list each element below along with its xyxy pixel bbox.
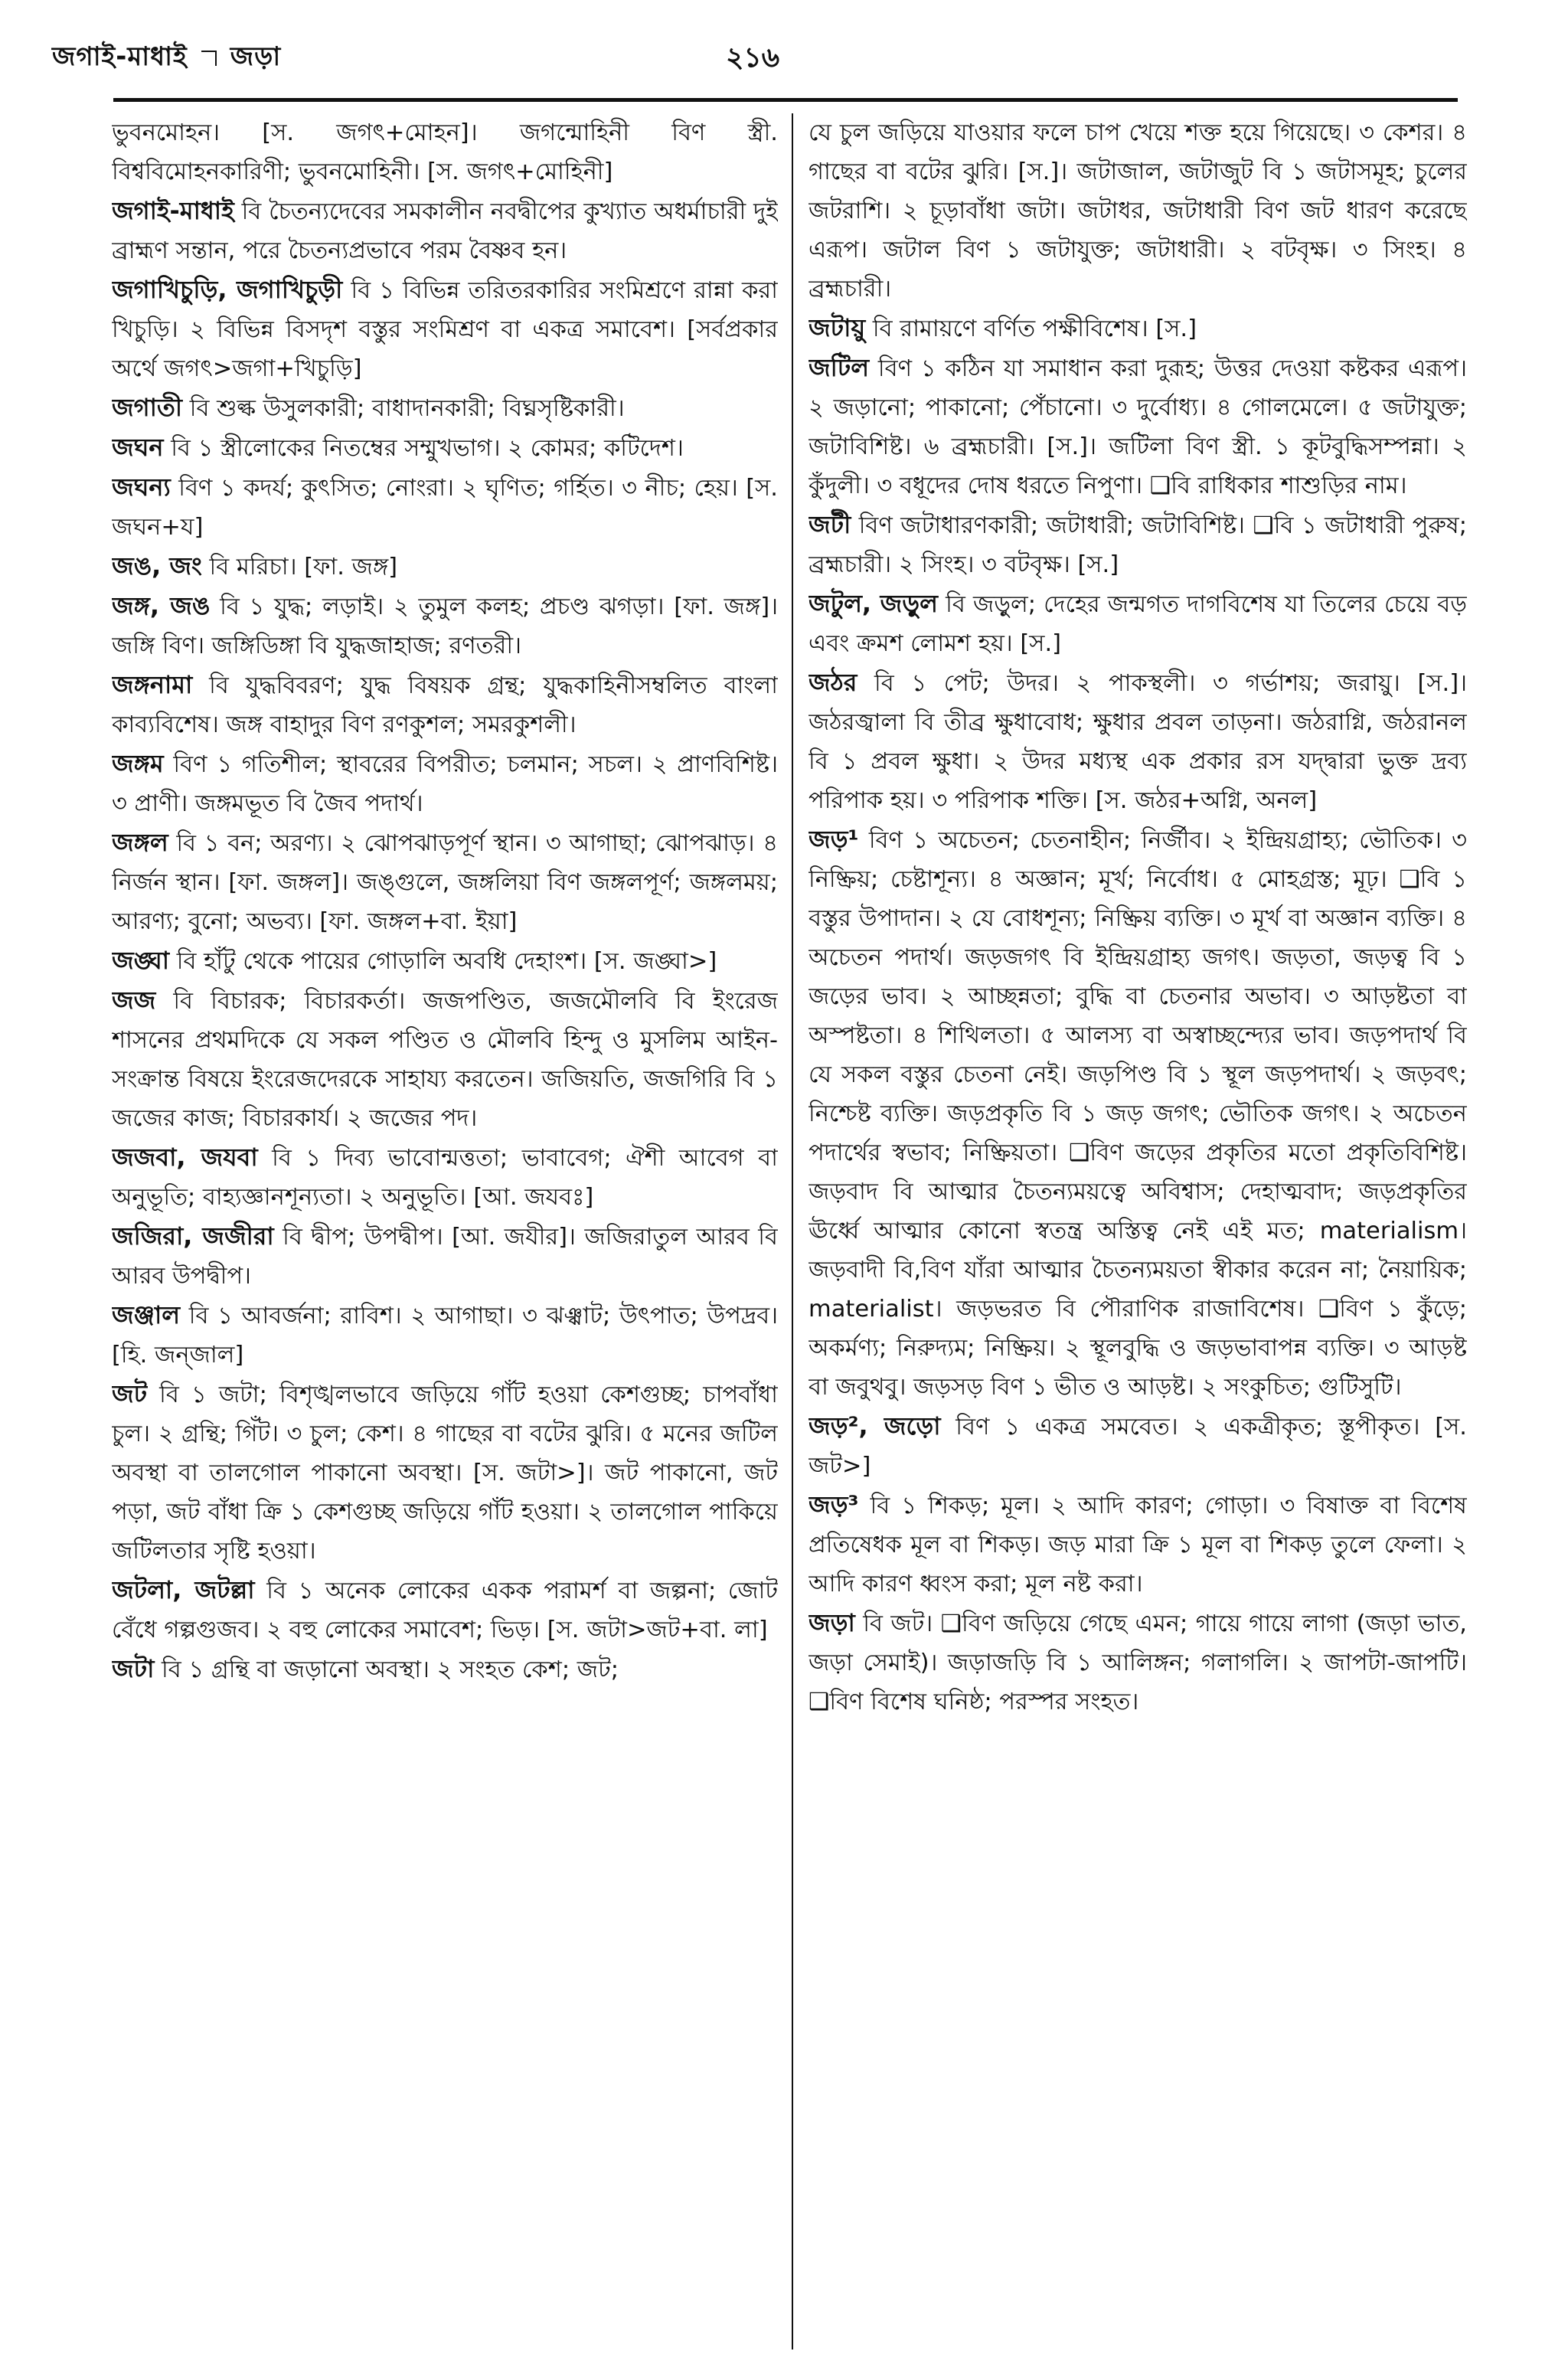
entry-definition: বি ১ অনেক লোকের একক পরামর্শ বা জল্পনা; জোট বেঁধে গল্পগুজব। ২ বহু লোকের সমাবেশ; ভিড়। [স. জটা>জট+বা. লা] bbox=[112, 1578, 778, 1643]
entry-headword: জঙ্গ, জঙ bbox=[112, 591, 211, 620]
entry-headword: জটায়ু bbox=[808, 313, 866, 342]
dictionary-entry bbox=[112, 547, 778, 587]
entry-definition: বি ১ স্ত্রীলোকের নিতম্বের সম্মুখভাগ। ২ কোমর; কটিদেশ। bbox=[163, 435, 684, 462]
dictionary-entry bbox=[112, 1138, 778, 1217]
dictionary-entry bbox=[808, 663, 1467, 820]
page-number: ২১৬ bbox=[726, 42, 780, 74]
entry-headword: জঙ্গম bbox=[112, 749, 164, 778]
entry-headword: জঙ, জং bbox=[112, 551, 202, 580]
guide-word-last: জড়া bbox=[230, 41, 282, 72]
entry-definition: বি যুদ্ধবিবরণ; যুদ্ধ বিষয়ক গ্রন্থ; যুদ্ধকাহিনীসম্বলিত বাংলা কাব্যবিশেষ। জঙ্গ বাহাদুর বিণ রণকুশল; সমরকুশলী। bbox=[112, 672, 778, 738]
entry-headword: জজিরা, জজীরা bbox=[112, 1221, 274, 1251]
entry-headword: জড়³ bbox=[808, 1490, 859, 1519]
entry-definition: বি ১ গ্রন্থি বা জড়ানো অবস্থা। ২ সংহত কেশ; জট; bbox=[154, 1656, 619, 1683]
dictionary-entry bbox=[112, 1375, 778, 1571]
dictionary-entry bbox=[112, 941, 778, 981]
entry-definition: বিণ জটাধারণকারী; জটাধারী; জটাবিশিষ্ট। ❑বি ১ জটাধারী পুরুষ; ব্রহ্মচারী। ২ সিংহ। ৩ বটবৃক্ষ। [স.] bbox=[808, 512, 1467, 578]
entry-headword: জট bbox=[112, 1379, 148, 1408]
entry-definition: বি জট। ❑বিণ জড়িয়ে গেছে এমন; গায়ে গায়ে লাগা (জড়া ভাত, জড়া সেমাই)। জড়াজড়ি বি ১ আলিঙ্গন; গলাগলি। ২ জাপটা-জাপটি। ❑বিণ বিশেষ ঘনিষ্ঠ; পরস্পর সংহত। bbox=[808, 1610, 1467, 1715]
dictionary-entry bbox=[112, 1571, 778, 1650]
entry-headword: জগাতী bbox=[112, 393, 183, 422]
dictionary-entry bbox=[808, 1407, 1467, 1486]
entry-definition: ভুবনমোহন। [স. জগৎ+মোহন]। জগন্মোহিনী বিণ স্ত্রী. বিশ্ববিমোহনকারিণী; ভুবনমোহিনী। [স. জগৎ+মোহিনী] bbox=[112, 119, 778, 185]
entry-headword: জড়¹ bbox=[808, 825, 859, 854]
dictionary-entry bbox=[808, 505, 1467, 584]
entry-definition: বি ১ বিভিন্ন তরিতরকারির সংমিশ্রণে রান্না করা খিচুড়ি। ২ বিভিন্ন বিসদৃশ বস্তুর সংমিশ্রণ বা একত্র সমাবেশ। [সর্বপ্রকার অর্থে জগৎ>জগা+খিচুড়ি] bbox=[112, 277, 778, 382]
entry-definition: বি রামায়ণে বর্ণিত পক্ষীবিশেষ। [স.] bbox=[865, 316, 1197, 342]
entry-definition: বি ১ আবর্জনা; রাবিশ। ২ আগাছা। ৩ ঝঞ্ঝাট; উৎপাত; উপদ্রব। [হি. জন্‌জাল] bbox=[112, 1303, 778, 1368]
right-column bbox=[808, 113, 1467, 2349]
dictionary-entry bbox=[808, 113, 1467, 309]
entry-definition: বি শুল্ক উসুলকারী; বাধাদানকারী; বিঘ্নসৃষ্টিকারী। bbox=[182, 395, 625, 422]
dictionary-entry bbox=[112, 587, 778, 665]
dictionary-entry bbox=[112, 823, 778, 941]
entry-definition: বিণ ১ অচেতন; চেতনাহীন; নির্জীব। ২ ইন্দ্রিয়গ্রাহ্য; ভৌতিক। ৩ নিষ্ক্রিয়; চেষ্টাশূন্য। ৪ অজ্ঞান; মূর্খ; নির্বোধ। ৫ মোহগ্রস্ত; মূঢ়। ❑বি ১ বস্তুর উপাদান। ২ যে বোধশূন্য; নিষ্ক্রিয় ব্যক্তি। ৩ মূর্খ বা অজ্ঞান ব্যক্তি। ৪ অচেতন পদার্থ। জড়জগৎ বি ইন্দ্রিয়গ্রাহ্য জগৎ। জড়তা, জড়ত্ব বি ১ জড়ের ভাব। ২ আচ্ছন্নতা; বুদ্ধি বা চেতনার অভাব। ৩ আড়ষ্টতা বা অস্পষ্টতা। ৪ শিথিলতা। ৫ আলস্য বা অস্বাচ্ছন্দ্যের ভাব। জড়পদার্থ বি যে সকল বস্তুর চেতনা নেই। জড়পিণ্ড বি ১ স্থূল জড়পদার্থ। ২ জড়বৎ; নিশ্চেষ্ট ব্যক্তি। জড়প্রকৃতি বি ১ জড় জগৎ; ভৌতিক জগৎ। ২ অচেতন পদার্থের স্বভাব; নিষ্ক্রিয়তা। ❑বিণ জড়ের প্রকৃতির মতো প্রকৃতিবিশিষ্ট। জড়বাদ বি আত্মার চৈতন্যময়ত্বে অবিশ্বাস; দেহাত্মবাদ; জড়প্রকৃতির ঊর্ধ্বে আত্মার কোনো স্বতন্ত্র অস্তিত্ব নেই এই মত; materialism। জড়বাদী বি,বিণ যাঁরা আত্মার চৈতন্যময়তা স্বীকার করেন না; নৈয়ায়িক; materialist। জড়ভরত বি পৌরাণিক রাজাবিশেষ। ❑বিণ ১ কুঁড়ে; অকর্মণ্য; নিরুদ্যম; নিষ্ক্রিয়। ২ স্থূলবুদ্ধি ও জড়ভাবাপন্ন ব্যক্তি। ৩ আড়ষ্ট বা জবুথবু। জড়সড় বিণ ১ ভীত ও আড়ষ্ট। ২ সংকুচিত; গুটিসুটি। bbox=[808, 827, 1467, 1401]
guide-words bbox=[52, 37, 281, 80]
entry-definition: বি ১ জটা; বিশৃঙ্খলভাবে জড়িয়ে গাঁট হওয়া কেশগুচ্ছ; চাপবাঁধা চুল। ২ গ্রন্থি; গিঁট। ৩ চুল; কেশ। ৪ গাছের বা বটের ঝুরি। ৫ মনের জটিল অবস্থা বা তালগোল পাকানো অবস্থা। [স. জটা>]। জট পাকানো, জট পড়া, জট বাঁধা ক্রি ১ কেশগুচ্ছ জড়িয়ে গাঁট হওয়া। ২ তালগোল পাকিয়ে জটিলতার সৃষ্টি হওয়া। bbox=[112, 1382, 778, 1565]
dictionary-entry bbox=[112, 1296, 778, 1375]
dictionary-entry bbox=[112, 388, 778, 428]
entry-headword: জঘন্য bbox=[112, 473, 171, 502]
header-rule bbox=[113, 98, 1458, 102]
entry-definition: বি ১ শিকড়; মূল। ২ আদি কারণ; গোড়া। ৩ বিষাক্ত বা বিশেষ প্রতিষেধক মূল বা শিকড়। জড় মারা ক্রি ১ মূল বা শিকড় তুলে ফেলা। ২ আদি কারণ ধ্বংস করা; মূল নষ্ট করা। bbox=[808, 1493, 1467, 1597]
entry-headword: জড়², জড়ো bbox=[808, 1411, 941, 1440]
entry-headword: জটলা, জটল্লা bbox=[112, 1575, 255, 1604]
dictionary-entry bbox=[112, 270, 778, 388]
entry-headword: জঙ্ঘা bbox=[112, 946, 170, 975]
dictionary-entry bbox=[112, 428, 778, 468]
entry-definition: বি ১ যুদ্ধ; লড়াই। ২ তুমুল কলহ; প্রচণ্ড ঝগড়া। [ফা. জঙ্গ]। জঙ্গি বিণ। জঙ্গিডিঙ্গা বি যুদ্ধজাহাজ; রণতরী। bbox=[112, 594, 778, 659]
entry-definition: বি বিচারক; বিচারকর্তা। জজপণ্ডিত, জজমৌলবি বি ইংরেজ শাসনের প্রথমদিকে যে সকল পণ্ডিত ও মৌলবি হিন্দু ও মুসলিম আইন-সংক্রান্ত বিষয়ে ইংরেজদেরকে সাহায্য করতেন। জজিয়তি, জজগিরি বি ১ জজের কাজ; বিচারকার্য। ২ জজের পদ। bbox=[112, 988, 778, 1132]
dictionary-entry bbox=[808, 820, 1467, 1407]
entry-headword: জগাই-মাধাই bbox=[112, 196, 234, 225]
entry-definition: বি ১ দিব্য ভাবোন্মত্ততা; ভাবাবেগ; ঐশী আবেগ বা অনুভূতি; বাহ্যজ্ঞানশূন্যতা। ২ অনুভূতি। [আ. জযবঃ] bbox=[112, 1145, 778, 1211]
dictionary-entry bbox=[112, 1650, 778, 1689]
dictionary-entry bbox=[808, 1486, 1467, 1604]
dictionary-entry bbox=[808, 584, 1467, 663]
dictionary-entry bbox=[112, 665, 778, 744]
entry-headword: জঞ্জাল bbox=[112, 1300, 181, 1329]
dictionary-entry bbox=[112, 1217, 778, 1296]
entry-definition: বি ১ পেট; উদর। ২ পাকস্থলী। ৩ গর্ভাশয়; জরায়ু। [স.]। জঠরজ্বালা বি তীব্র ক্ষুধাবোধ; ক্ষুধার প্রবল তাড়না। জঠরাগ্নি, জঠরানল বি ১ প্রবল ক্ষুধা। ২ উদর মধ্যস্থ এক প্রকার রস যদ্দ্বারা ভুক্ত দ্রব্য পরিপাক হয়। ৩ পরিপাক শক্তি। [স. জঠর+অগ্নি, অনল] bbox=[808, 670, 1467, 814]
entry-definition: বি জড়ুল; দেহের জন্মগত দাগবিশেষ যা তিলের চেয়ে বড় এবং ক্রমশ লোমশ হয়। [স.] bbox=[808, 591, 1467, 657]
dictionary-entry bbox=[112, 468, 778, 547]
entry-headword: জঠর bbox=[808, 668, 858, 697]
column-divider bbox=[792, 113, 793, 2349]
entry-headword: জজবা, জযবা bbox=[112, 1143, 258, 1172]
entry-headword: জটুল, জড়ুল bbox=[808, 589, 938, 618]
entry-headword: জঙ্গনামা bbox=[112, 670, 193, 699]
dictionary-entry bbox=[112, 744, 778, 823]
entry-definition: বি দ্বীপ; উপদ্বীপ। [আ. জযীর]। জজিরাতুল আরব বি আরব উপদ্বীপ। bbox=[112, 1224, 778, 1290]
guide-separator-icon bbox=[201, 51, 217, 66]
dictionary-entry bbox=[808, 309, 1467, 348]
dictionary-entry bbox=[808, 1604, 1467, 1722]
entry-headword: জটা bbox=[112, 1654, 155, 1683]
entry-definition: বি ১ বন; অরণ্য। ২ ঝোপঝাড়পূর্ণ স্থান। ৩ আগাছা; ঝোপঝাড়। ৪ নির্জন স্থান। [ফা. জঙ্গল]। জঙ্গুলে, জঙ্গলিয়া বিণ জঙ্গলপূর্ণ; জঙ্গলময়; আরণ্য; বুনো; অভব্য। [ফা. জঙ্গল+বা. ইয়া] bbox=[112, 830, 778, 935]
entry-headword: জজ bbox=[112, 986, 156, 1015]
entry-headword: জগাখিচুড়ি, জগাখিচুড়ী bbox=[112, 275, 343, 304]
entry-headword: জঘন bbox=[112, 433, 164, 462]
dictionary-entry bbox=[112, 113, 778, 191]
entry-definition: যে চুল জড়িয়ে যাওয়ার ফলে চাপ খেয়ে শক্ত হয়ে গিয়েছে। ৩ কেশর। ৪ গাছের বা বটের ঝুরি। [স.]। জটাজাল, জটাজুট বি ১ জটাসমূহ; চুলের জটরাশি। ২ চূড়াবাঁধা জটা। জটাধর, জটাধারী বিণ জট ধারণ করেছে এরূপ। জটাল বিণ ১ জটাযুক্ত; জটাধারী। ২ বটবৃক্ষ। ৩ সিংহ। ৪ ব্রহ্মচারী। bbox=[808, 119, 1467, 302]
dictionary-entry bbox=[808, 348, 1467, 505]
entry-definition: বি মরিচা। [ফা. জঙ্গ] bbox=[201, 554, 398, 580]
dictionary-entry bbox=[112, 191, 778, 270]
entry-definition: বি হাঁটু থেকে পায়ের গোড়ালি অবধি দেহাংশ। [স. জঙ্ঘা>] bbox=[169, 948, 717, 975]
dictionary-entry bbox=[112, 981, 778, 1138]
guide-word-first: জগাই-মাধাই bbox=[52, 41, 188, 72]
entry-headword: জটী bbox=[808, 510, 851, 539]
entry-definition: বি চৈতন্যদেবের সমকালীন নবদ্বীপের কুখ্যাত অধর্মাচারী দুই ব্রাহ্মণ সন্তান, পরে চৈতন্যপ্রভাবে পরম বৈষ্ণব হন। bbox=[112, 198, 778, 264]
entry-definition: বিণ ১ কঠিন যা সমাধান করা দুরূহ; উত্তর দেওয়া কষ্টকর এরূপ। ২ জড়ানো; পাকানো; পেঁচানো। ৩ দুর্বোধ্য। ৪ গোলমেলে। ৫ জটাযুক্ত; জটাবিশিষ্ট। ৬ ব্রহ্মচারী। [স.]। জটিলা বিণ স্ত্রী. ১ কূটবুদ্ধিসম্পন্না। ২ কুঁদুলী। ৩ বধূদের দোষ ধরতে নিপুণা। ❑বি রাধিকার শাশুড়ির নাম। bbox=[808, 355, 1467, 499]
entry-headword: জঙ্গল bbox=[112, 828, 168, 857]
entry-definition: বিণ ১ গতিশীল; স্থাবরের বিপরীত; চলমান; সচল। ২ প্রাণবিশিষ্ট। ৩ প্রাণী। জঙ্গমভূত বি জৈব পদার্থ। bbox=[112, 751, 778, 817]
left-column bbox=[112, 113, 778, 2349]
entry-headword: জটিল bbox=[808, 353, 870, 382]
entry-headword: জড়া bbox=[808, 1608, 855, 1637]
entry-definition: বিণ ১ কদর্য; কুৎসিত; নোংরা। ২ ঘৃণিত; গর্হিত। ৩ নীচ; হেয়। [স. জঘন+য] bbox=[112, 475, 778, 541]
entry-definition: বিণ ১ একত্র সমবেত। ২ একত্রীকৃত; স্তূপীকৃত। [স. জট>] bbox=[808, 1414, 1467, 1480]
page-header bbox=[52, 31, 1491, 84]
